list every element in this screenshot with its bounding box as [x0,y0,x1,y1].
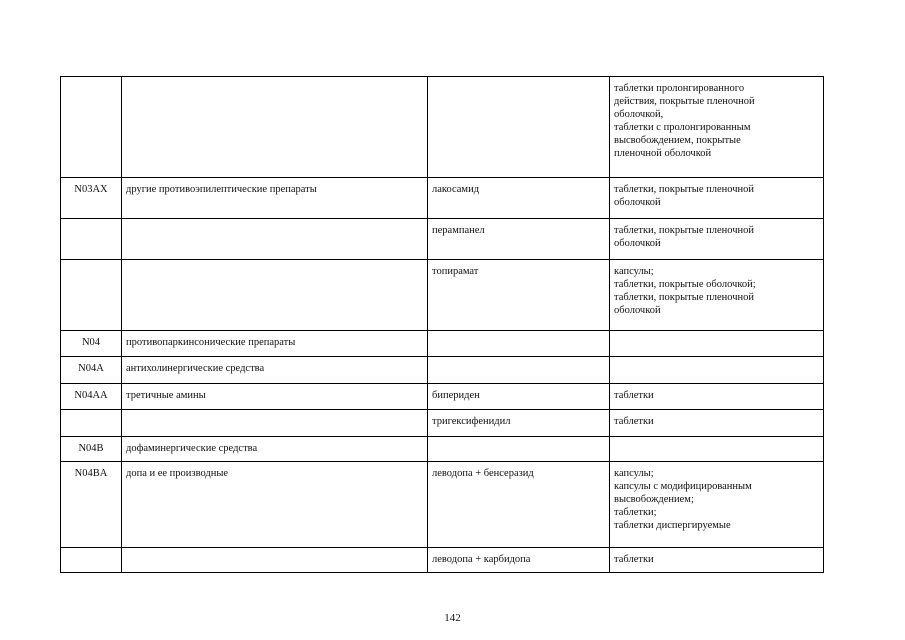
drug-name-cell: леводопа + карбидопа [428,548,610,573]
atc-code-cell [61,77,122,178]
table-row [61,437,824,462]
dosage-form-cell [610,331,824,357]
table-row [61,77,824,178]
dosage-form-cell: таблетки пролонгированного действия, покрытые пленочной оболочкой, таблетки с пролонгированным высвобождением, покрытые пленочной оболочкой [610,77,824,178]
atc-code-cell: N04AA [61,384,122,410]
table-row [61,178,824,219]
group-name-cell [122,548,428,573]
table-row [61,260,824,331]
group-name-cell [122,77,428,178]
group-name-cell: противопаркинсонические препараты [122,331,428,357]
group-name-cell: антихолинергические средства [122,357,428,384]
atc-code-cell [61,410,122,437]
group-name-cell [122,219,428,260]
group-name-cell [122,410,428,437]
drug-name-cell: леводопа + бенсеразид [428,462,610,548]
table-row [61,331,824,357]
table-row [61,548,824,573]
group-name-cell: другие противоэпилептические препараты [122,178,428,219]
table-row [61,219,824,260]
atc-code-cell: N04B [61,437,122,462]
drug-table [60,76,824,573]
atc-code-cell [61,260,122,331]
drug-name-cell: тригексифенидил [428,410,610,437]
atc-code-cell: N04A [61,357,122,384]
table-row [61,410,824,437]
dosage-form-cell: таблетки, покрытые пленочной оболочкой [610,178,824,219]
group-name-cell: допа и ее производные [122,462,428,548]
table-row [61,462,824,548]
drug-name-cell: лакосамид [428,178,610,219]
dosage-form-cell: таблетки [610,384,824,410]
table-row [61,384,824,410]
drug-name-cell [428,331,610,357]
atc-code-cell: N04 [61,331,122,357]
drug-name-cell: топирамат [428,260,610,331]
dosage-form-cell [610,357,824,384]
dosage-form-cell: таблетки, покрытые пленочной оболочкой [610,219,824,260]
atc-code-cell: N03AX [61,178,122,219]
dosage-form-cell: капсулы; таблетки, покрытые оболочкой; таблетки, покрытые пленочной оболочкой [610,260,824,331]
drug-name-cell: перампанел [428,219,610,260]
group-name-cell: дофаминергические средства [122,437,428,462]
drug-name-cell [428,357,610,384]
dosage-form-cell: таблетки [610,548,824,573]
table-row [61,357,824,384]
atc-code-cell [61,548,122,573]
group-name-cell [122,260,428,331]
page-number: 142 [444,612,461,624]
drug-name-cell [428,437,610,462]
drug-table-body [61,77,824,573]
atc-code-cell [61,219,122,260]
group-name-cell: третичные амины [122,384,428,410]
drug-name-cell: бипериден [428,384,610,410]
dosage-form-cell: капсулы; капсулы с модифицированным высвобождением; таблетки; таблетки диспергируемые [610,462,824,548]
dosage-form-cell [610,437,824,462]
drug-name-cell [428,77,610,178]
atc-code-cell: N04BA [61,462,122,548]
dosage-form-cell: таблетки [610,410,824,437]
